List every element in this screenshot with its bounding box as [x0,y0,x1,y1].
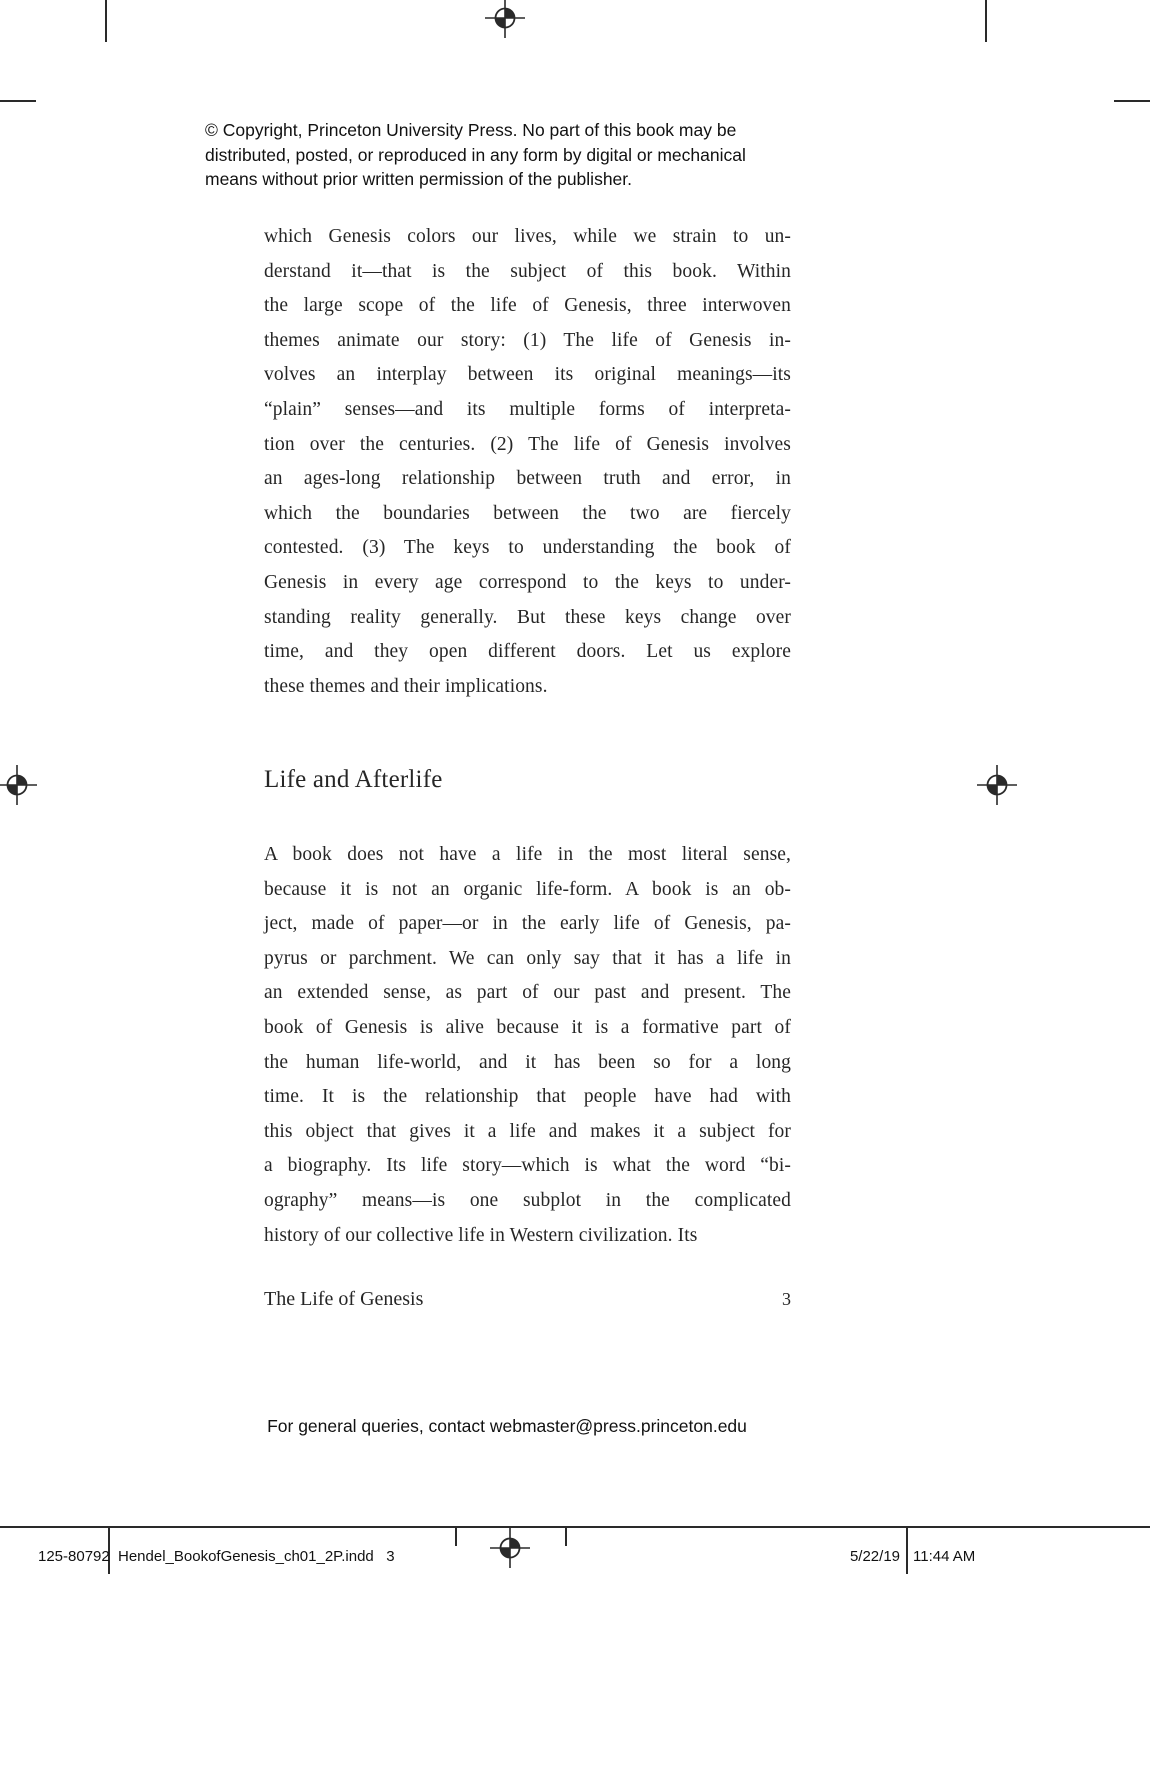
text-line: derstand it—that is the subject of this book. Within [264,260,791,282]
text-line: a biography. Its life story—which is what the word “bi- [264,1155,791,1177]
text-line: ject, made of paper—or in the early life of Genesis, pa- [264,913,791,935]
text-line: time. It is the relationship that people have had with [264,1086,791,1108]
slug-time: 11:44 AM [913,1548,976,1565]
slug-job-number: 125-80792 [38,1548,110,1565]
page-number: 3 [782,1289,791,1309]
queries-contact-line: For general queries, contact webmaster@press.princeton.edu [267,1416,747,1436]
text-line: which Genesis colors our lives, while we strain to un- [264,226,791,247]
text-line: history of our collective life in Western civilization. Its [264,1224,698,1246]
registration-mark-icon [0,765,37,805]
registration-mark-icon [490,1528,530,1568]
copyright-line: distributed, posted, or reproduced in any form by digital or mechanical [205,144,746,165]
running-footer [264,1288,791,1311]
text-line: standing reality generally. But these keys change over [264,606,791,628]
copyright-notice [205,118,845,192]
text-line: these themes and their implications. [264,675,548,697]
text-line: the large scope of the life of Genesis, three interwoven [264,295,791,317]
slug-separator [455,1526,457,1546]
text-line: pyrus or parchment. We can only say that it has a life in [264,947,791,969]
copyright-line: means without prior written permission of the publisher. [205,169,633,189]
crop-mark [985,0,987,42]
text-line: the human life-world, and it has been so for a long [264,1051,791,1073]
paragraph-1 [264,220,791,704]
text-line: themes animate our story: (1) The life of Genesis in- [264,329,791,351]
slug-separator [906,1526,908,1574]
running-title: The Life of Genesis [264,1288,424,1310]
text-line: book of Genesis is alive because it is a formative part of [264,1016,791,1038]
text-line: ography” means—is one subplot in the complicated [264,1189,791,1211]
text-line: which the boundaries between the two are fiercely [264,502,791,524]
text-line: an extended sense, as part of our past and present. The [264,982,791,1004]
text-line: because it is not an organic life-form. A book is an ob- [264,878,791,900]
copyright-line: © Copyright, Princeton University Press. No part of this book may be [205,120,737,140]
crop-mark [0,100,36,102]
text-line: A book does not have a life in the most literal sense, [264,844,791,865]
crop-mark [105,0,107,42]
text-line: time, and they open different doors. Let us explore [264,641,791,663]
paragraph-2 [264,838,791,1253]
text-line: this object that gives it a life and makes it a subject for [264,1120,791,1142]
text-line: volves an interplay between its original meanings—its [264,364,791,386]
slug-rule [0,1526,1150,1528]
crop-mark [1114,100,1150,102]
text-line: contested. (3) The keys to understanding the book of [264,537,791,559]
registration-mark-icon [977,765,1017,805]
text-line: “plain” senses—and its multiple forms of interpreta- [264,398,791,420]
text-line: an ages-long relationship between truth and error, in [264,468,791,490]
section-heading: Life and Afterlife [264,766,443,793]
text-line: Genesis in every age correspond to the keys to under- [264,571,791,593]
slug-filename: Hendel_BookofGenesis_ch01_2P.indd 3 [118,1548,395,1565]
text-line: tion over the centuries. (2) The life of Genesis involves [264,433,791,455]
registration-mark-icon [485,0,525,38]
slug-date: 5/22/19 [849,1548,900,1565]
slug-separator [565,1526,567,1546]
